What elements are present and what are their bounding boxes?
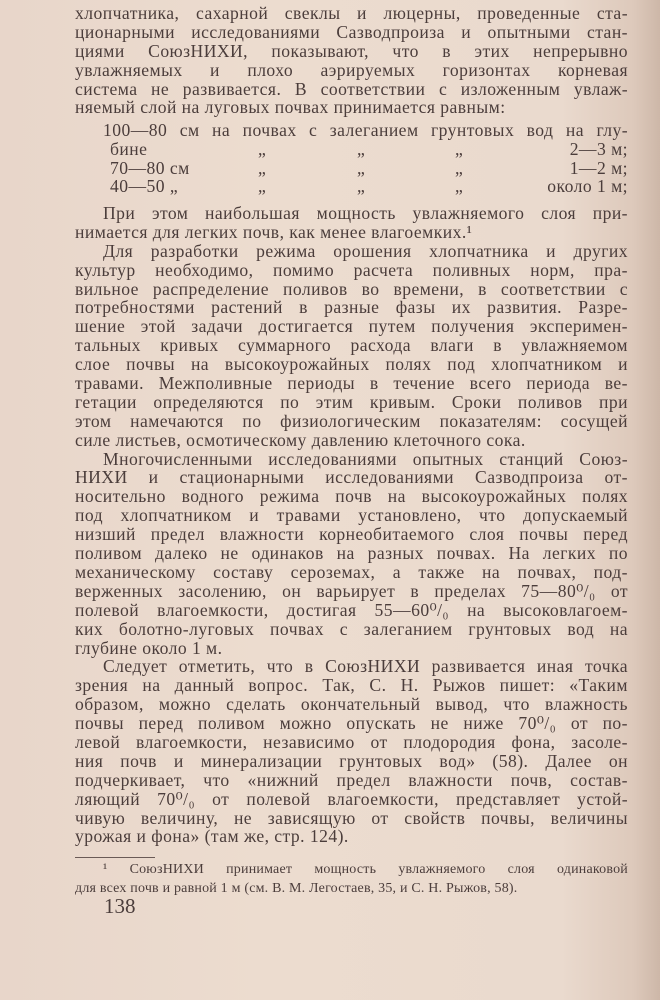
text-line: зрения на данный вопрос. Так, С. Н. Рыжов пишет: «Таким bbox=[75, 675, 628, 696]
footnote-line: ¹ СоюзНИХИ принимает мощность увлажняемого слоя одинаковой bbox=[103, 862, 628, 877]
paragraph bbox=[75, 450, 628, 658]
text-line: няемый слой на луговых почвах принимается равным: bbox=[75, 97, 506, 118]
footnote-divider bbox=[75, 857, 155, 858]
text-line: При этом наибольшая мощность увлажняемого слоя при- bbox=[103, 203, 628, 224]
text-line: система не развивается. В соответствии с изложенным увлаж- bbox=[75, 78, 628, 99]
text-line: образом, можно сделать окончательный вывод, что влажность bbox=[75, 694, 628, 715]
text-line: носительно водного режима почв на высокоурожайных полях bbox=[75, 486, 628, 507]
paragraph bbox=[75, 4, 628, 117]
text-line: чивую величину, не зависящую от свойств почвы, величины bbox=[75, 807, 628, 828]
paragraph bbox=[75, 242, 628, 450]
depth-value: 2—3 м; bbox=[569, 139, 628, 160]
footnote-line: для всех почв и равной 1 м (см. В. М. Легостаев, 35, и С. Н. Рыжов, 58). bbox=[75, 881, 518, 896]
ditto-mark: „ bbox=[357, 176, 366, 197]
ditto-mark: „ bbox=[455, 139, 464, 160]
text-line: ких болотно-луговых почвах с залеганием грунтовых вод на bbox=[75, 618, 628, 639]
text-line: механическому составу сероземах, а также на почвах, под- bbox=[75, 561, 628, 582]
text-line: глубине около 1 м. bbox=[75, 637, 223, 658]
layer-value: 70—80 см bbox=[110, 157, 190, 178]
text-line: шение этой задачи достигается путем получения эксперимен- bbox=[75, 316, 628, 337]
text-line: вильное распределение поливов во времени, в соответствии с bbox=[75, 278, 628, 299]
text-line: ционарными исследованиями Сазводпроиза и опытными стан- bbox=[75, 21, 628, 42]
ditto-mark: „ bbox=[357, 139, 366, 160]
text-before-table bbox=[75, 4, 628, 117]
table-row bbox=[75, 140, 628, 159]
text-line: урожая и фона» (там же, стр. 124). bbox=[75, 826, 349, 847]
text-line: полевой влагоемкости, достигая 55—60⁰/₀ на высоковлагоем- bbox=[75, 599, 628, 620]
text-line: верженных засолению, он варьирует в пределах 75—80⁰/₀ от bbox=[75, 580, 628, 601]
text-line: под хлопчатником и травами установлено, что допускаемый bbox=[75, 505, 628, 526]
ditto-mark: „ bbox=[455, 176, 464, 197]
depth-value: около 1 м; bbox=[547, 176, 628, 197]
text-line: хлопчатника, сахарной свеклы и люцерны, проведенные ста- bbox=[75, 3, 628, 23]
ditto-mark: „ bbox=[357, 157, 366, 178]
table-row bbox=[75, 159, 628, 178]
ditto-mark: „ bbox=[455, 157, 464, 178]
table-head-line: 100—80 см на почвах с залеганием грунтовых вод на глу- bbox=[103, 120, 628, 141]
text-line: ляющий 70⁰/₀ от полевой влагоемкости, представляет устой- bbox=[75, 788, 628, 809]
paragraph bbox=[75, 204, 628, 242]
layer-value: 40—50 „ bbox=[110, 176, 179, 197]
table-row bbox=[75, 177, 628, 196]
text-line: тальных кривых суммарного расхода влаги в увлажняемом bbox=[75, 335, 628, 356]
page-number: 138 bbox=[104, 894, 136, 918]
text-after-table bbox=[75, 204, 628, 846]
layer-value: бине bbox=[110, 139, 148, 160]
page-body bbox=[75, 4, 628, 846]
text-line: почвы перед поливом можно опускать не ниже 70⁰/₀ от по- bbox=[75, 713, 628, 734]
text-line: силе листьев, осмотическому давлению клеточного сока. bbox=[75, 429, 526, 450]
depth-value: 1—2 м; bbox=[569, 157, 628, 178]
text-line: гетации определяются по этим кривым. Сроки поливов при bbox=[75, 391, 628, 412]
text-line: поливом далеко не одинаков на разных почвах. На легких по bbox=[75, 543, 628, 564]
text-line: культур необходимо, помимо расчета поливных норм, пра- bbox=[75, 259, 628, 280]
text-line: увлажняемых и плохо аэрируемых горизонтах корневая bbox=[75, 59, 628, 80]
text-line: низший предел влажности корнеобитаемого слоя почвы перед bbox=[75, 524, 628, 545]
ditto-mark: „ bbox=[258, 139, 267, 160]
ditto-mark: „ bbox=[258, 157, 267, 178]
text-line: потребностями растений в разные фазы их развития. Разре- bbox=[75, 297, 628, 318]
text-line: Следует отметить, что в СоюзНИХИ развивается иная точка bbox=[103, 656, 628, 677]
text-line: НИХИ и стационарными исследованиями Сазводпроиза от- bbox=[75, 467, 628, 488]
ditto-mark: „ bbox=[258, 176, 267, 197]
footnote bbox=[75, 860, 628, 898]
text-line: левой влагоемкости, независимо от плодородия фона, засоле- bbox=[75, 731, 628, 752]
text-line: нимается для легких почв, как менее влагоемких.¹ bbox=[75, 221, 473, 242]
text-line: Многочисленными исследованиями опытных станций Союз- bbox=[103, 448, 628, 469]
text-line: ния почв и минерализации грунтовых вод» (58). Далее он bbox=[75, 750, 628, 771]
text-line: слое почвы на высокоурожайных полях под хлопчатником и bbox=[75, 354, 628, 375]
paragraph bbox=[75, 657, 628, 846]
depth-table bbox=[75, 121, 628, 196]
text-line: травами. Межполивные периоды в течение всего периода ве- bbox=[75, 373, 628, 394]
text-line: Для разработки режима орошения хлопчатника и других bbox=[103, 240, 628, 261]
text-line: этом намечаются по физиологическим показателям: сосущей bbox=[75, 410, 628, 431]
text-line: подчеркивает, что «нижний предел влажности почв, состав- bbox=[75, 769, 628, 790]
text-line: циями СоюзНИХИ, показывают, что в этих непрерывно bbox=[75, 40, 628, 61]
